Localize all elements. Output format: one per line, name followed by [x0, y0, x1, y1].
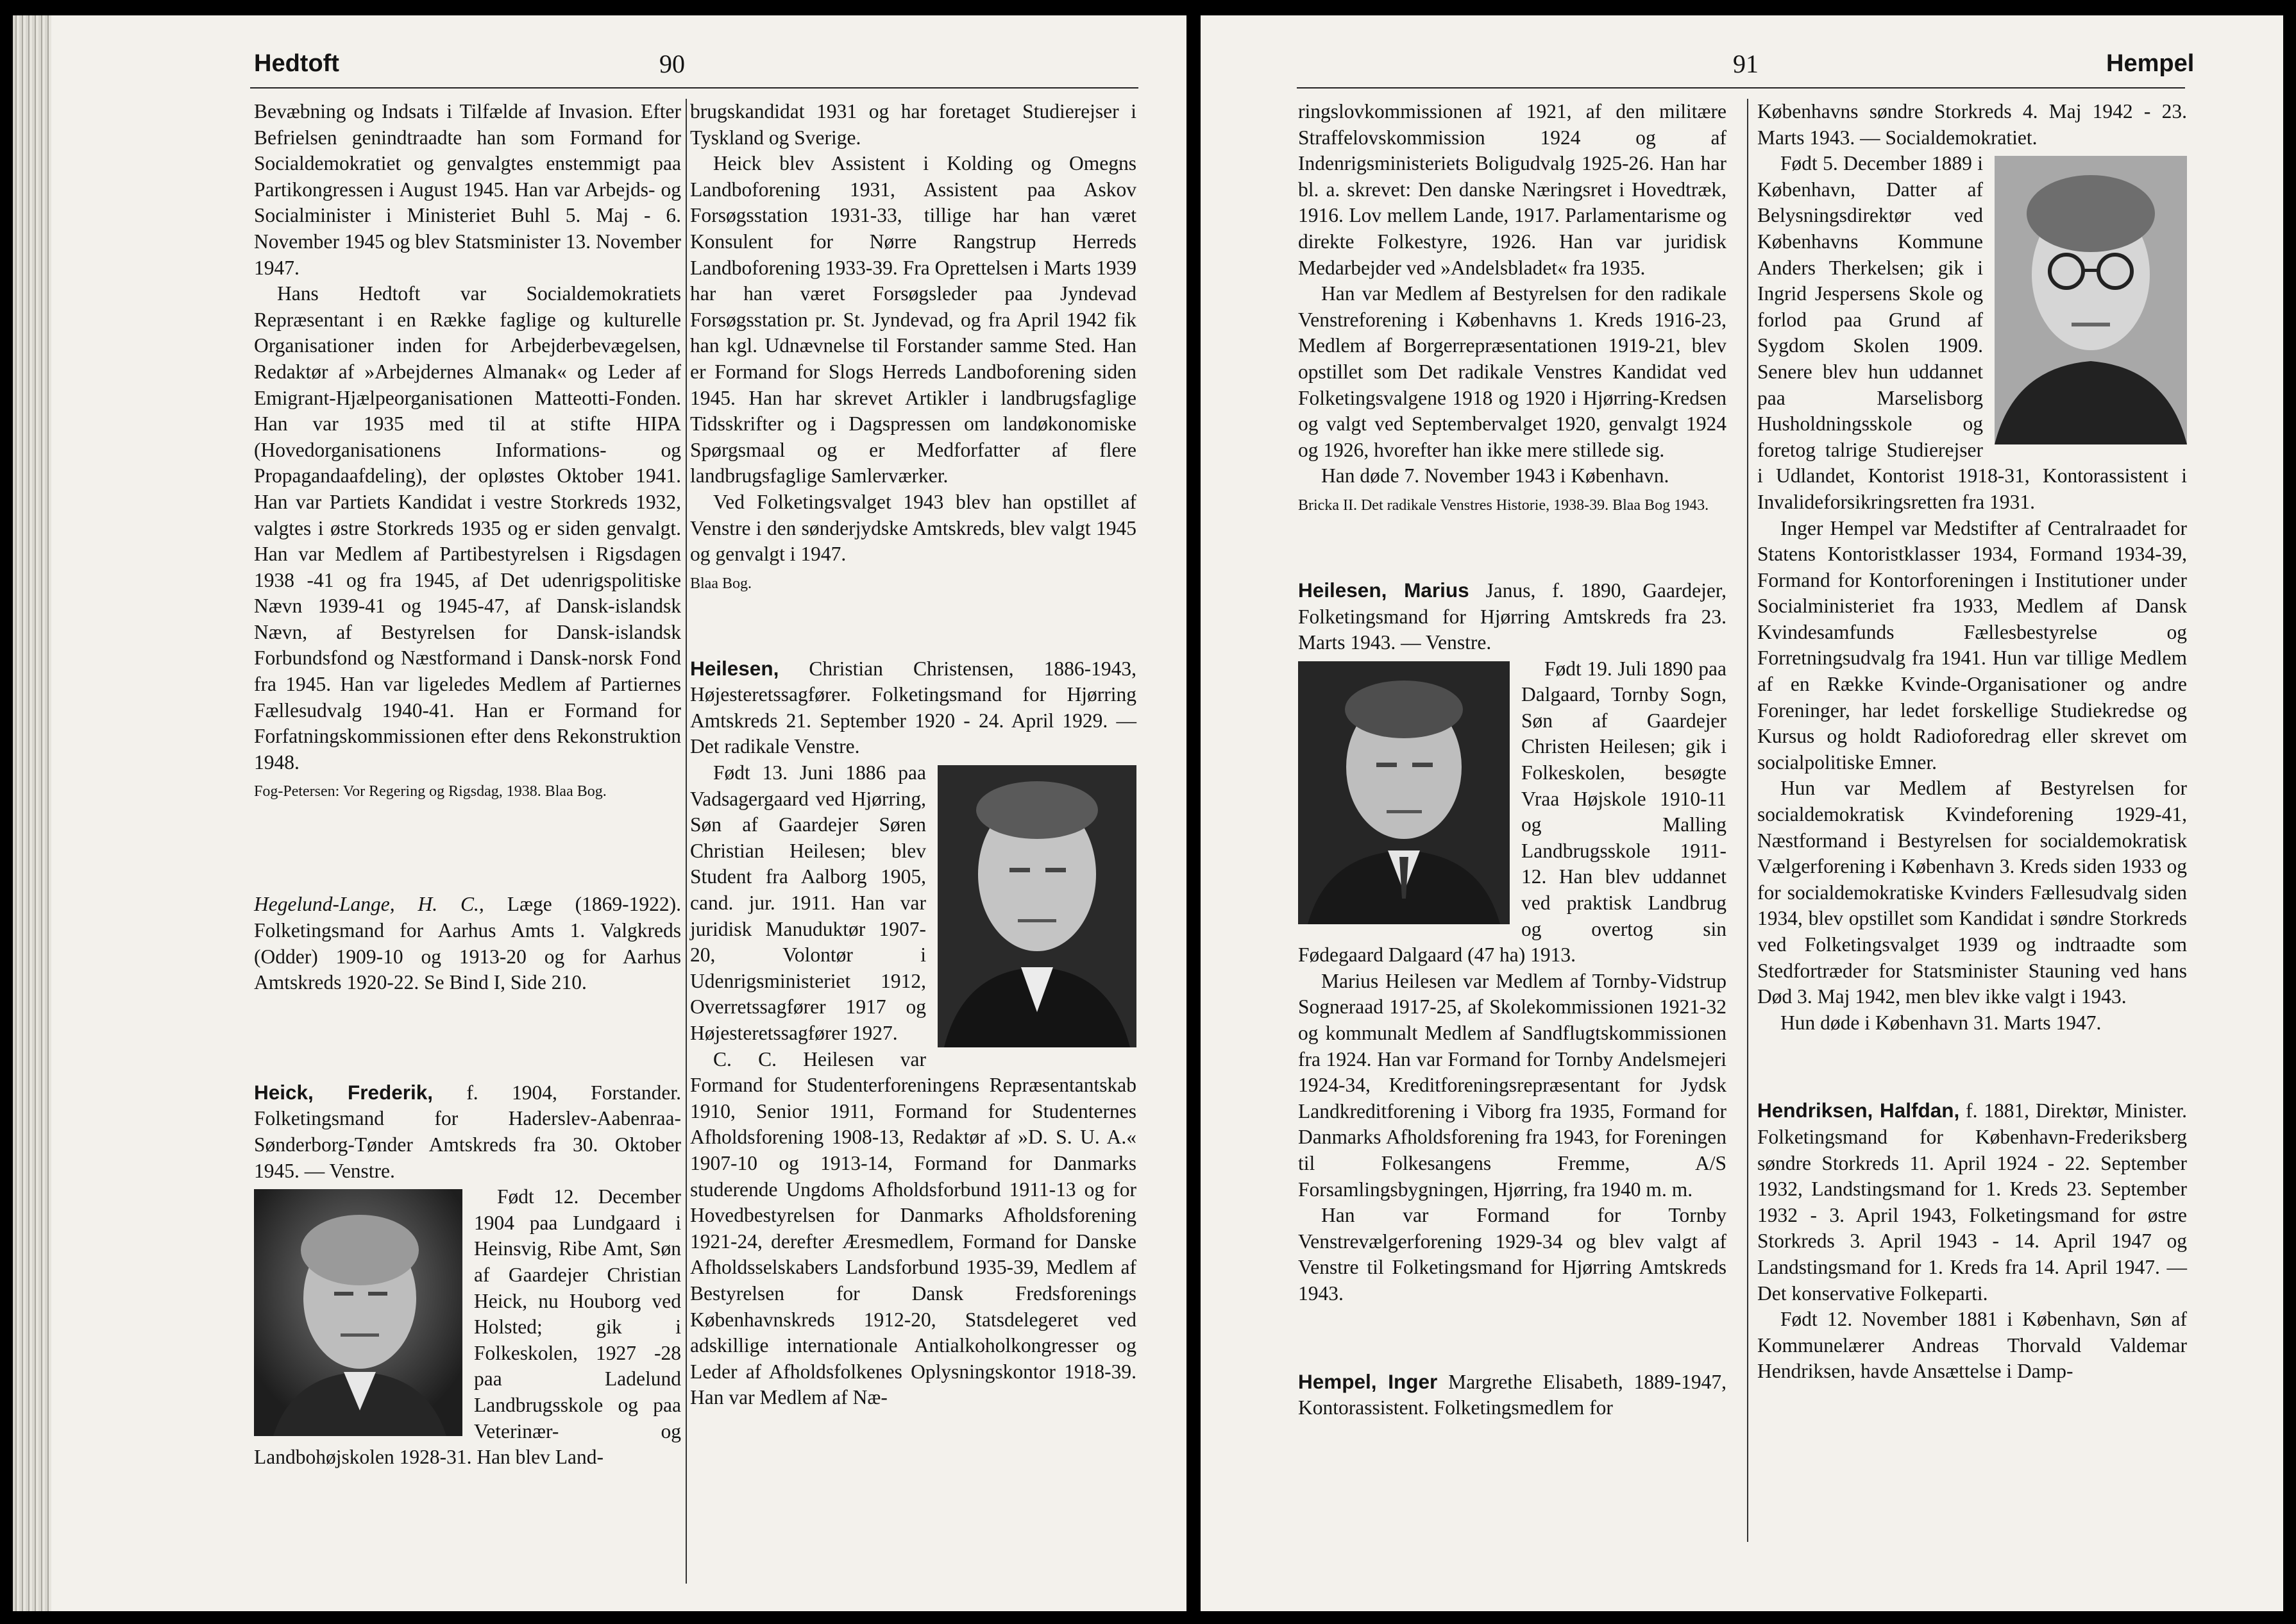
heilesen-intro: Christian Christensen, 1886-1943, Højesteretssagfører. Folketingsmand for Hjørring Amtskreds 21. September 1920 - 24. April 1929. — Det radikale Venstre.: [690, 657, 1136, 758]
hempel-entry: [1298, 1369, 1726, 1421]
hedtoft-text-1: Bevæbning og Indsats i Tilfælde af Invasion. Efter Befrielsen genindtraadte han som Formand for Socialdemokratiet og genvalgtes enstemmigt paa Partikongressen i August 1945. Han var Arbejds- og Socialminister i Ministeriet Buhl 5. Maj - 6. November 1945 og blev Statsminister 13. November 1947.: [254, 100, 681, 279]
heilesen-entry: [690, 656, 1136, 760]
left-column-1: [254, 99, 681, 1471]
heick-text-1: brugskandidat 1931 og har foretaget Studierejser i Tyskland og Sverige.: [690, 100, 1136, 149]
hempel-portrait: [1995, 156, 2187, 444]
heilesen-death: Han døde 7. November 1943 i København.: [1321, 464, 1669, 487]
right-column-1: [1298, 99, 1726, 1421]
hedtoft-text-2: Hans Hedtoft var Socialdemokratiets Repræsentant i en Række faglige og kulturelle Organisationer inden for Arbejderbevægelsen, Redaktør af »Arbejdernes Almanak« og Leder af Emigrant-Hjælpeorganisationen Matteotti-Fonden. Han var 1935 med til at stifte HIPA (Hovedorganisationens Informations- og Propagandaafdeling), der opløstes Oktober 1941. Han var Partiets Kandidat i vestre Storkreds 1932, valgtes i østre Storkreds 1935 og er siden genvalgt. Han var Medlem af Partibestyrelsen i Rigsdagen 1938 -41 og fra 1945, af Det udenrigspolitiske Nævn 1939-41 og 1945-47, af Dansk-islandsk Nævn, af Bestyrelsen for Dansk-islandsk Forbundsfond og Næstformand i Dansk-norsk Fond fra 1945. Han var ligeledes Medlem af Partiernes Fællesudvalg 1940-41. Han er Formand for Forfatningskommissionen efter dens Rekonstruktion 1948.: [254, 282, 681, 774]
column-divider: [686, 99, 687, 1584]
header-rule: [250, 87, 1138, 89]
heick-text-2: Heick blev Assistent i Kolding og Omegns Landboforening 1931, Assistent paa Askov Forsøgsstation 1931-33, tillige har han været Konsulent for Nørre Rangstrup Herreds Landboforening 1933-39. Fra Oprettelsen i Marts 1939 har han været Forsøgsleder paa Jyndevad Forsøgsstation pr. St. Jyndevad, og fra April 1942 fik han kgl. Udnævnelse til Forstander samme Sted. Han er Formand for Slogs Herreds Landboforening siden 1945. Han har skrevet Artikler i landbrugsfaglige Tidsskrifter og i Dagspressen om landøkonomiske Spørgsmaal og er Medforfatter af flere landbrugsfaglige Samlerværker.: [690, 152, 1136, 487]
marius-intro: Janus, f. 1890, Gaardejer, Folketingsmand for Hjørring Amtskreds fra 23. Marts 1943. — Venstre.: [1298, 579, 1726, 654]
page-number-right: 91: [1733, 49, 1759, 78]
hempel-name: Hempel, Inger: [1298, 1369, 1438, 1393]
hempel-born: Født 5. December 1889 i København, Datter af Belysningsdirektør ved Københavns Kommune Anders Therkelsen; gik i Ingrid Jespersens Skole og forlod paa Grund af Sygdom Skolen 1909. Senere blev hun uddannet paa Marselisborg Husholdningsskole og foretog talrige Studierejser i Udlandet, Kontorist 1918-31, Kontorassistent i Invalideforsikringsretten fra 1931.: [1757, 152, 2187, 513]
hempel-text-2: Inger Hempel var Medstifter af Centralraadet for Statens Kontoristklasser 1934, Formand 1934-39, Formand for Kontorforeningen i Institutioner under Socialministeriet fra 1933, Medlem af Dansk Kvindesamfunds Fællesbestyrelse og Forretningsudvalg fra 1941. Hun var tillige Medlem af en Række Kvinde-Organisationer og andre Foreninger, har ledet forskellige Studiekredse og Kursus og holdt Radioforedrag eller skrevet om socialpolitiske Emner.: [1757, 516, 2187, 774]
portrait-image: [938, 765, 1136, 1047]
hegelund-text: Læge (1869-1922). Folketingsmand for Aarhus Amts 1. Valgkreds (Odder) 1909-10 og 1913-20 og for Aarhus Amtskreds 1920-22. Se Bind I, Side 210.: [254, 893, 681, 994]
heick-born: Født 12. December 1904 paa Lundgaard i Heinsvig, Ribe Amt, Søn af Gaardejer Christian Heick, nu Houborg ved Holsted; gik i Folkeskolen, 1927 -28 paa Ladelund Landbrugsskole og paa Veterinær- og Landbohøjskolen 1928-31. Han blev Land-: [254, 1185, 681, 1469]
heick-portrait: [254, 1189, 462, 1436]
left-page: [13, 15, 1186, 1611]
hendriksen-intro: f. 1881, Direktør, Minister. Folketingsmand for København-Frederiksberg søndre Storkreds 11. April 1924 - 22. September 1932, Landstingsmand for 1. Kreds 23. September 1932 - 3. April 1943, Folketingsmand for østre Storkreds 3. April 1943 - 14. April 1947 og Landstingsmand for 1. Kreds fra 14. April 1947. — Det konservative Folkeparti.: [1757, 1099, 2188, 1305]
heick-intro: f. 1904, Forstander. Folketingsmand for Haderslev-Aabenraa-Sønderborg-Tønder Amtskreds fra 30. Oktober 1945. — Venstre.: [254, 1081, 681, 1182]
hegelund-name: Hegelund-Lange, H. C.,: [254, 893, 484, 916]
heick-name: Heick, Frederik,: [254, 1080, 434, 1104]
hedtoft-source: Fog-Petersen: Vor Regering og Rigsdag, 1938. Blaa Bog.: [254, 783, 607, 800]
marius-portrait: [1298, 661, 1510, 924]
running-head-left: Hedtoft: [254, 50, 339, 77]
heilesen-name: Heilesen,: [690, 656, 779, 680]
portrait-image: [1298, 661, 1510, 924]
right-column-2: [1757, 99, 2187, 1385]
header-rule: [1297, 87, 2185, 89]
left-column-2: [690, 99, 1136, 1411]
hendriksen-entry: [1757, 1097, 2187, 1307]
marius-text-2: Marius Heilesen var Medlem af Tornby-Vidstrup Sogneraad 1917-25, af Skolekommissionen 1921-32 og kommunalt Medlem af Sandflugtskommissionen fra 1924. Han var Formand for Tornby Andelsmejeri 1924-34, Kreditforeningsrepræsentant for Jydsk Landkreditforening i Viborg fra 1935, Formand for Danmarks Afholdsforening fra 1943, for Foreningen til Folkesangens Fremme, A/S Forsamlingsbygningen, Hjørring, fra 1940 m. m.: [1298, 969, 1726, 1201]
hendriksen-name: Hendriksen, Halfdan,: [1757, 1099, 1960, 1122]
heilesen-portrait: [938, 765, 1136, 1047]
heilesen-source: Bricka II. Det radikale Venstres Historie, 1938-39. Blaa Bog 1943.: [1298, 496, 1709, 514]
column-divider: [1747, 99, 1748, 1542]
hempel-death: Hun døde i København 31. Marts 1947.: [1780, 1011, 2102, 1034]
portrait-image: [1995, 156, 2187, 444]
hempel-text-1: Københavns søndre Storkreds 4. Maj 1942 - 23. Marts 1943. — Socialdemokratiet.: [1757, 100, 2187, 149]
hegelund-entry: [254, 892, 681, 995]
page-edge: [13, 15, 51, 1611]
hempel-text-3: Hun var Medlem af Bestyrelsen for socialdemokratisk Kvindeforening 1929-41, Næstformand i Bestyrelsen for socialdemokratisk Vælgerforening i København 3. Kreds siden 1933 og for socialdemokratiske Kvinders Fællesudvalg siden 1934, blev opstillet som Kandidat i søndre Storkreds ved Folketingsvalget 1939 og indtraadte som Stedfortræder for Statsminister Stauning ved hans Død 3. Maj 1942, men blev ikke valgt i 1943.: [1757, 777, 2187, 1008]
heick-text-3: Ved Folketingsvalget 1943 blev han opstillet af Venstre i den sønderjydske Amtskreds, blev valgt 1945 og genvalgt i 1947.: [690, 490, 1136, 566]
heilesen-text-4: Han var Medlem af Bestyrelsen for den radikale Venstreforening i Københavns 1. Kreds 1916-23, Medlem af Borgerrepræsentationen 1919-21, blev opstillet som Det radikale Venstres Kandidat ved Folketingsvalgene 1918 og 1920 i Hjørring-Kredsen og valgt ved Septembervalget 1920, genvalgt 1924 og 1926, hvorefter han ikke mere stillede sig.: [1298, 282, 1726, 461]
page-number-left: 90: [659, 49, 685, 78]
marius-text-3: Han var Formand for Tornby Venstrevælgerforening 1929-34 og blev valgt af Venstre til Folketingsmand for Hjørring Amtskreds 1943.: [1298, 1204, 1726, 1305]
marius-born: Født 19. Juli 1890 paa Dalgaard, Tornby Sogn, Søn af Gaardejer Christen Heilesen; gik i Folkeskolen, besøgte Vraa Højskole 1910-11 og Malling Landbrugsskole 1911-12. Han blev uddannet ved praktisk Landbrug og overtog sin Fødegaard Dalgaard (47 ha) 1913.: [1298, 657, 1726, 967]
heilesen-born: Født 13. Juni 1886 paa Vadsagergaard ved Hjørring, Søn af Gaardejer Søren Christian Heilesen; blev Student fra Aalborg 1905, cand. jur. 1911. Han var juridisk Manuduktør 1907-20, Volontør i Udenrigsministeriet 1912, Overretssagfører 1917 og Højesteretssagfører 1927.: [690, 761, 926, 1044]
heick-source: Blaa Bog.: [690, 575, 752, 592]
portrait-image: [254, 1189, 462, 1436]
hempel-intro: Margrethe Elisabeth, 1889-1947, Kontorassistent. Folketingsmedlem for: [1298, 1370, 1726, 1419]
marius-name: Heilesen, Marius: [1298, 578, 1469, 602]
hendriksen-born: Født 12. November 1881 i København, Søn af Kommunelærer Andreas Thorvald Valdemar Hendriksen, havde Ansættelse i Damp-: [1757, 1308, 2187, 1383]
running-head-right: Hempel: [2106, 50, 2195, 77]
heick-entry: [254, 1079, 681, 1184]
marius-entry: [1298, 577, 1726, 656]
right-page: [1201, 15, 2283, 1611]
heilesen-text-3: ringslovkommissionen af 1921, af den militære Straffelovskommission 1924 og af Indenrigsministeriets Boligudvalg 1925-26. Han har bl. a. skrevet: Den danske Næringsret i Hovedtræk, 1916. Lov mellem Lande, 1917. Parlamentarisme og direkte Folkestyre, 1926. Han var juridisk Medarbejder ved »Andelsbladet« fra 1935.: [1298, 100, 1726, 279]
heilesen-text-2: C. C. Heilesen var Formand for Studenterforeningens Repræsentantskab 1910, Senior 1911, Formand for Studenternes Afholdsforening 1908-13, Redaktør af »D. S. U. A.« 1907-10 og 1913-14, Formand for Danmarks studerende Ungdoms Afholdsforbund 1911-13 og for Hovedbestyrelsen for Danmarks Afholdsforening 1921-24, derefter Æresmedlem, Formand for Danske Afholdsselskabers Landsforbund 1935-39, Medlem af Bestyrelsen for Dansk Fredsforenings Københavnskreds 1912-20, Statsdelegeret ved adskillige internationale Antialkoholkongresser og Leder af Afholdsfolkenes Oplysningskontor 1918-39. Han var Medlem af Næ-: [690, 1047, 1136, 1409]
